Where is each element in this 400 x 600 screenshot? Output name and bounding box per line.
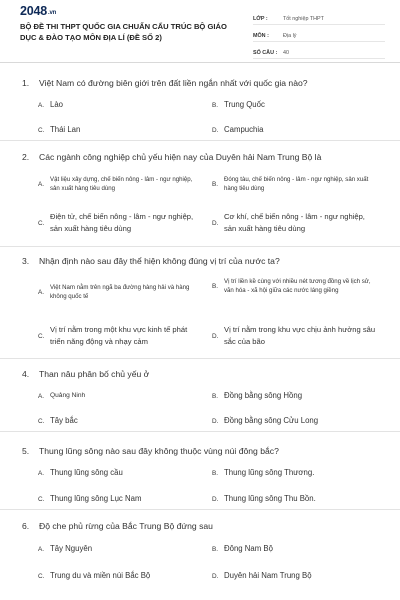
exam-header xyxy=(0,0,400,63)
question-text: 2. Các ngành công nghiệp chủ yếu hiện nay của Duyên hải Nam Trung Bộ là xyxy=(22,152,322,162)
option-b[interactable]: B. Trung Quốc xyxy=(212,100,265,109)
divider xyxy=(0,140,400,141)
option-a[interactable]: A. Lào xyxy=(38,100,64,109)
question-text: 3. Nhận định nào sau đây thể hiện không đúng vị trí của nước ta? xyxy=(22,256,280,266)
option-c[interactable]: C. Trung du và miền núi Bắc Bộ xyxy=(38,571,151,580)
option-c[interactable]: C. Vị trí nằm trong một khu vực kinh tế phát triển năng động và nhạy cảm xyxy=(38,325,188,346)
divider xyxy=(0,509,400,510)
meta-value: Tốt nghiệp THPT xyxy=(283,16,324,22)
divider xyxy=(0,431,400,432)
option-d[interactable]: D. Thung lũng sông Thu Bồn. xyxy=(212,494,316,503)
exam-title: BỘ ĐỀ THI THPT QUỐC GIA CHUẨN CẤU TRÚC BỘ GIÁO DỤC & ĐÀO TẠO MÔN ĐỊA LÍ (ĐỀ SỐ 2) xyxy=(20,22,227,42)
question-text: 1. Việt Nam có đường biên giới trên đất liền ngắn nhất với quốc gia nào? xyxy=(22,78,308,88)
option-c[interactable]: C. Tây bắc xyxy=(38,416,78,425)
option-c[interactable]: C. Thung lũng sông Lục Nam xyxy=(38,494,142,503)
option-a[interactable]: A. Thung lũng sông cầu xyxy=(38,468,123,477)
option-d[interactable]: D. Cơ khí, chế biến nông - lâm - ngư nghiệp, sản xuất hàng tiêu dùng xyxy=(212,212,365,233)
meta-label: LỚP : xyxy=(253,16,268,22)
option-d[interactable]: D. Vị trí nằm trong khu vực chịu ảnh hưởng sâu sắc của bão xyxy=(212,325,376,346)
divider xyxy=(0,246,400,247)
option-b[interactable]: B. Đóng tàu, chế biến nông - lâm - ngư nghiệp, sản xuất hàng tiêu dùng xyxy=(212,176,369,192)
option-a[interactable]: A. Việt Nam nằm trên ngã ba đường hàng hải và hàng không quốc tế xyxy=(38,284,190,300)
exam-meta xyxy=(253,10,385,61)
option-a[interactable]: A. Quảng Ninh xyxy=(38,392,86,400)
option-d[interactable]: D. Duyên hải Nam Trung Bộ xyxy=(212,571,312,580)
divider xyxy=(0,358,400,359)
meta-label: MÔN : xyxy=(253,33,269,39)
option-b[interactable]: B. Vị trí liền kề cùng với nhiều nét tương đồng về lịch sử, văn hóa - xã hội giữa các nước láng giềng xyxy=(212,278,371,294)
meta-row-count xyxy=(253,44,385,59)
question-text: 4. Than nâu phân bố chủ yếu ở xyxy=(22,369,150,379)
site-logo[interactable]: 2048.vn xyxy=(20,4,57,18)
meta-label: SỐ CÂU : xyxy=(253,50,278,56)
meta-row-class xyxy=(253,10,385,25)
option-a[interactable]: A. Vật liệu xây dựng, chế biến nông - lâm - ngư nghiệp, sản xuất hàng tiêu dùng xyxy=(38,176,193,192)
option-d[interactable]: D. Đồng bằng sông Cửu Long xyxy=(212,416,319,425)
option-b[interactable]: B. Thung lũng sông Thương. xyxy=(212,468,315,477)
option-d[interactable]: D. Campuchia xyxy=(212,125,264,134)
option-c[interactable]: C. Điện tử, chế biến nông - lâm - ngư nghiệp, sản xuất hàng tiêu dùng xyxy=(38,212,194,233)
option-b[interactable]: B. Đồng bằng sông Hồng xyxy=(212,391,303,400)
option-b[interactable]: B. Đông Nam Bộ xyxy=(212,544,273,553)
option-a[interactable]: A. Tây Nguyên xyxy=(38,544,93,553)
meta-value: Địa lý xyxy=(283,33,297,39)
question-text: 5. Thung lũng sông nào sau đây không thuộc vùng núi đông bắc? xyxy=(22,446,279,456)
question-text: 6. Độ che phủ rừng của Bắc Trung Bộ đứng sau xyxy=(22,521,213,531)
meta-row-subject xyxy=(253,27,385,42)
meta-value: 40 xyxy=(283,50,289,56)
option-c[interactable]: C. Thái Lan xyxy=(38,125,81,134)
